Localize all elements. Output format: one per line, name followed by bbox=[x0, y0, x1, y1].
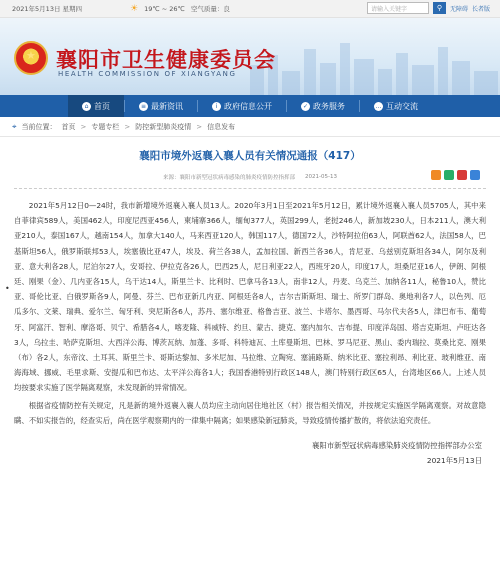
main-nav bbox=[0, 95, 500, 117]
sun-icon: ☀ bbox=[130, 3, 139, 14]
gov-info-icon: i bbox=[212, 102, 221, 111]
breadcrumb-item-release[interactable]: 信息发布 bbox=[207, 122, 236, 131]
search-input[interactable]: 请输入关键字 bbox=[367, 2, 429, 14]
article bbox=[14, 148, 486, 468]
air-quality: 空气质量：良 bbox=[190, 5, 230, 13]
signature-date: 2021年5月13日 bbox=[426, 456, 482, 466]
service-icon: ✓ bbox=[302, 102, 309, 110]
temperature: 19℃ ~ 26℃ bbox=[144, 4, 185, 13]
signature-org: 襄阳市新型冠状病毒感染肺炎疫情防控指挥部办公室 bbox=[312, 441, 482, 451]
share-wechat-icon[interactable] bbox=[444, 170, 454, 180]
share-buttons bbox=[431, 170, 480, 180]
site-title: 襄阳市卫生健康委员会 bbox=[56, 47, 276, 72]
share-qzone-icon[interactable] bbox=[457, 170, 467, 180]
breadcrumb-separator: > bbox=[80, 122, 87, 131]
nav-label: 首页 bbox=[94, 101, 110, 111]
city-skyline-decoration bbox=[240, 35, 500, 95]
breadcrumb-prefix: 当前位置： bbox=[21, 122, 57, 131]
nav-service[interactable] bbox=[287, 95, 359, 117]
site-banner bbox=[0, 18, 500, 95]
news-icon: ≡ bbox=[140, 102, 147, 110]
share-weibo-icon[interactable] bbox=[431, 170, 441, 180]
breadcrumb bbox=[0, 117, 500, 137]
stray-dot: • bbox=[5, 284, 10, 293]
top-utility-bar bbox=[0, 0, 500, 18]
site-subtitle: HEALTH COMMISSION OF XIANGYANG bbox=[58, 70, 237, 78]
breadcrumb-item-epidemic[interactable]: 防控新型肺炎疫情 bbox=[135, 122, 192, 131]
article-body bbox=[14, 198, 486, 428]
article-paragraph: 2021年5月12日0—24时，我市新增境外返襄入襄人员13人。2020年3月1日至2021年5月12日，累计境外返襄入襄人员5705人，其中来自菲律宾589人，美国462人，印度尼西亚456人，柬埔寨366人，缅甸377人，英国299人，老挝246人，新加坡230人，日本211人，澳大利亚210人，泰国167人，越南154人，加拿大140人，马来西亚120人，韩国117人，德国72人，沙特阿拉伯63人，阿联酋62人，法国58人，巴基斯坦56人，俄罗斯联邦53人，埃塞俄比亚47人，埃及、荷兰各38人，孟加拉国、新西兰各36人，肯尼亚、乌兹别克斯坦各34人，阿尔及利亚、意大利各28人，尼泊尔27人，安哥拉、伊拉克各26人，巴西25人，尼日利亚22人，西班牙20人，印度17人，坦桑尼亚16人，伊朗、阿根廷、刚果（金）、几内亚各15人，乌干达14人，斯里兰卡、比利时、巴拿马各13人，南非12人，丹麦、乌克兰、加纳各11人，秘鲁10人，赞比亚、哥伦比亚、白俄罗斯各9人，阿曼、芬兰、巴布亚新几内亚、阿根廷各8人，吉尔吉斯斯坦、瑞士、所罗门群岛、奥地利各7人，以色列、厄瓜多尔、文莱、瑞典、爱尔兰、匈牙利、突尼斯各6人，苏丹、塞尔维亚、格鲁吉亚、波兰、卡塔尔、墨西哥、马尔代夫各5人，津巴布韦、葡萄牙、阿富汗、智利、摩洛哥、贝宁、希腊各4人，喀麦隆、科威特、约旦、蒙古、捷克、塞内加尔、吉布提、印度洋岛国、塔吉克斯坦、卢旺达各3人，乌拉圭、哈萨克斯坦、大西洋公海、博茨瓦纳、加蓬、多哥、科特迪瓦、土库曼斯坦、巴林、罗马尼亚、黑山、委内瑞拉、莫桑比克、刚果（布）各2人，东帝汶、土耳其、斯里兰卡、哥斯达黎加、多米尼加、马拉维、立陶宛、塞浦路斯、纳米比亚、塞拉利昂、利比亚、玻利维亚、南海海域、挪威、毛里求斯、安提瓜和巴布达、太平洋公海各1人；我国香港特别行政区148人，澳门特别行政区65人，台湾地区66人。上述人员均按要求实施了医学隔离观察，未发现新的异常情况。 bbox=[14, 201, 486, 393]
breadcrumb-item-home[interactable]: 首页 bbox=[61, 122, 76, 131]
nav-label: 政务服务 bbox=[313, 101, 345, 111]
current-date: 2021年5月13日 星期四 bbox=[12, 5, 83, 13]
search-icon[interactable]: ⚲ bbox=[433, 2, 446, 14]
accessibility-link[interactable]: 无障碍 bbox=[449, 5, 468, 13]
nav-label: 互动交流 bbox=[386, 101, 418, 111]
print-icon[interactable] bbox=[470, 170, 480, 180]
home-icon: ⌂ bbox=[82, 102, 91, 111]
article-meta bbox=[14, 173, 486, 189]
national-emblem-logo bbox=[14, 41, 48, 75]
chat-icon: … bbox=[375, 102, 382, 110]
nav-news[interactable] bbox=[125, 95, 197, 117]
article-date: 2021-05-13 bbox=[305, 174, 337, 180]
article-source: 来源：襄阳市新型冠状病毒感染的肺炎疫情防控指挥部 bbox=[163, 175, 296, 181]
breadcrumb-separator: > bbox=[124, 122, 131, 131]
nav-label: 政府信息公开 bbox=[224, 101, 272, 111]
article-title: 襄阳市境外返襄入襄人员有关情况通报（417） bbox=[139, 150, 361, 162]
nav-label: 最新资讯 bbox=[151, 101, 183, 111]
article-paragraph: 根据省疫情防控有关规定，凡是新的境外返襄入襄人员均应主动向居住地社区（村）报告相关情况，并按规定实施医学隔离观察。对故意隐瞒、不如实报告的，经查实后，尚在医学观察期内的一律集中隔离；如果感染新冠肺炎，导致疫情传播扩散的，将依法追究责任。 bbox=[14, 400, 486, 425]
breadcrumb-separator: > bbox=[196, 122, 203, 131]
nav-gov-info[interactable] bbox=[198, 95, 286, 117]
nav-home[interactable] bbox=[68, 95, 124, 117]
topbar-right bbox=[367, 2, 490, 14]
breadcrumb-item-topics[interactable]: 专题专栏 bbox=[91, 122, 120, 131]
weather-widget bbox=[130, 4, 230, 14]
article-signature bbox=[14, 438, 486, 468]
location-icon: ⌖ bbox=[12, 121, 17, 131]
nav-interaction[interactable] bbox=[360, 95, 432, 117]
elder-mode-link[interactable]: 长者版 bbox=[471, 5, 490, 13]
